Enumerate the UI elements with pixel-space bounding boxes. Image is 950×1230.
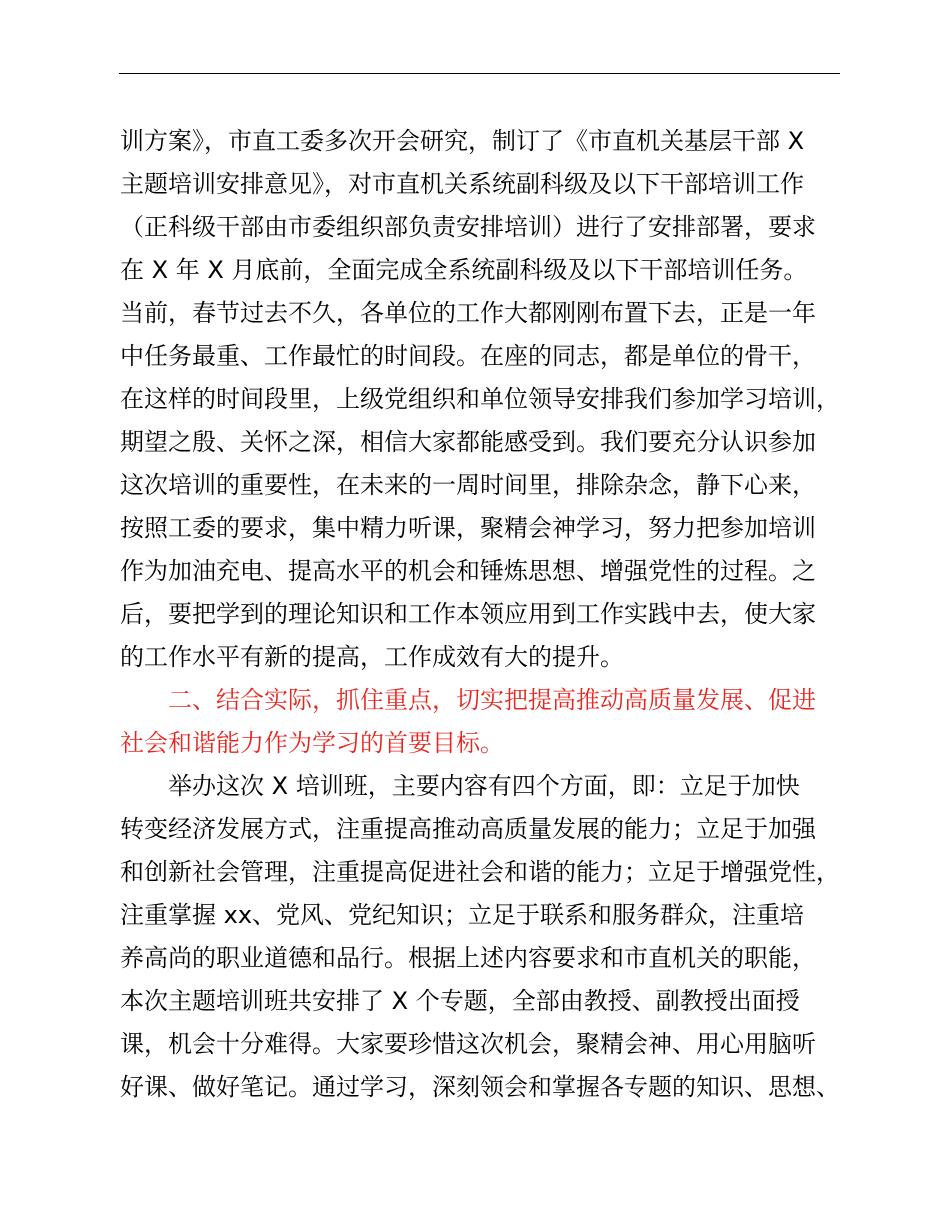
body-line: 举办这次 X 培训班，主要内容有四个方面，即：立足于加快 <box>168 772 800 800</box>
document-body <box>120 120 860 1109</box>
body-line: 按照工委的要求，集中精力听课，聚精会神学习，努力把参加培训 <box>120 514 816 542</box>
body-line: 课，机会十分难得。大家要珍惜这次机会，聚精会神、用心用脑听 <box>120 1030 816 1058</box>
body-line: 在这样的时间段里，上级党组织和单位领导安排我们参加学习培训， <box>120 385 840 413</box>
body-line: 后，要把学到的理论知识和工作本领应用到工作实践中去，使大家 <box>120 600 816 628</box>
body-line: 的工作水平有新的提高，工作成效有大的提升。 <box>120 643 624 671</box>
body-line: 养高尚的职业道德和品行。根据上述内容要求和市直机关的职能， <box>120 944 816 972</box>
body-line: 和创新社会管理，注重提高促进社会和谐的能力；立足于增强党性， <box>120 858 840 886</box>
body-line: （正科级干部由市委组织部负责安排培训）进行了安排部署，要求 <box>120 213 816 241</box>
body-line: 中任务最重、工作最忙的时间段。在座的同志，都是单位的骨干， <box>120 342 816 370</box>
section-heading: 二、结合实际，抓住重点，切实把提高推动高质量发展、促进 <box>168 686 816 714</box>
header-rule <box>119 73 840 74</box>
body-line: 主题培训安排意见》，对市直机关系统副科级及以下干部培训工作 <box>120 170 804 198</box>
body-line: 训方案》，市直工委多次开会研究，制订了《市直机关基层干部 X <box>120 127 805 155</box>
body-line: 期望之殷、关怀之深，相信大家都能感受到。我们要充分认识参加 <box>120 428 816 456</box>
body-line: 作为加油充电、提高水平的机会和锤炼思想、增强党性的过程。之 <box>120 557 816 585</box>
body-line: 在 X 年 X 月底前，全面完成全系统副科级及以下干部培训任务。 <box>120 256 808 284</box>
body-line: 好课、做好笔记。通过学习，深刻领会和掌握各专题的知识、思想、 <box>120 1073 840 1101</box>
body-line: 转变经济发展方式，注重提高推动高质量发展的能力；立足于加强 <box>120 815 816 843</box>
body-line: 当前，春节过去不久，各单位的工作大都刚刚布置下去，正是一年 <box>120 299 816 327</box>
body-line: 本次主题培训班共安排了 X 个专题，全部由教授、副教授出面授 <box>120 987 800 1015</box>
body-line: 注重掌握 xx、党风、党纪知识；立足于联系和服务群众，注重培 <box>120 901 805 929</box>
section-heading: 社会和谐能力作为学习的首要目标。 <box>120 729 504 757</box>
body-line: 这次培训的重要性，在未来的一周时间里，排除杂念，静下心来， <box>120 471 816 499</box>
